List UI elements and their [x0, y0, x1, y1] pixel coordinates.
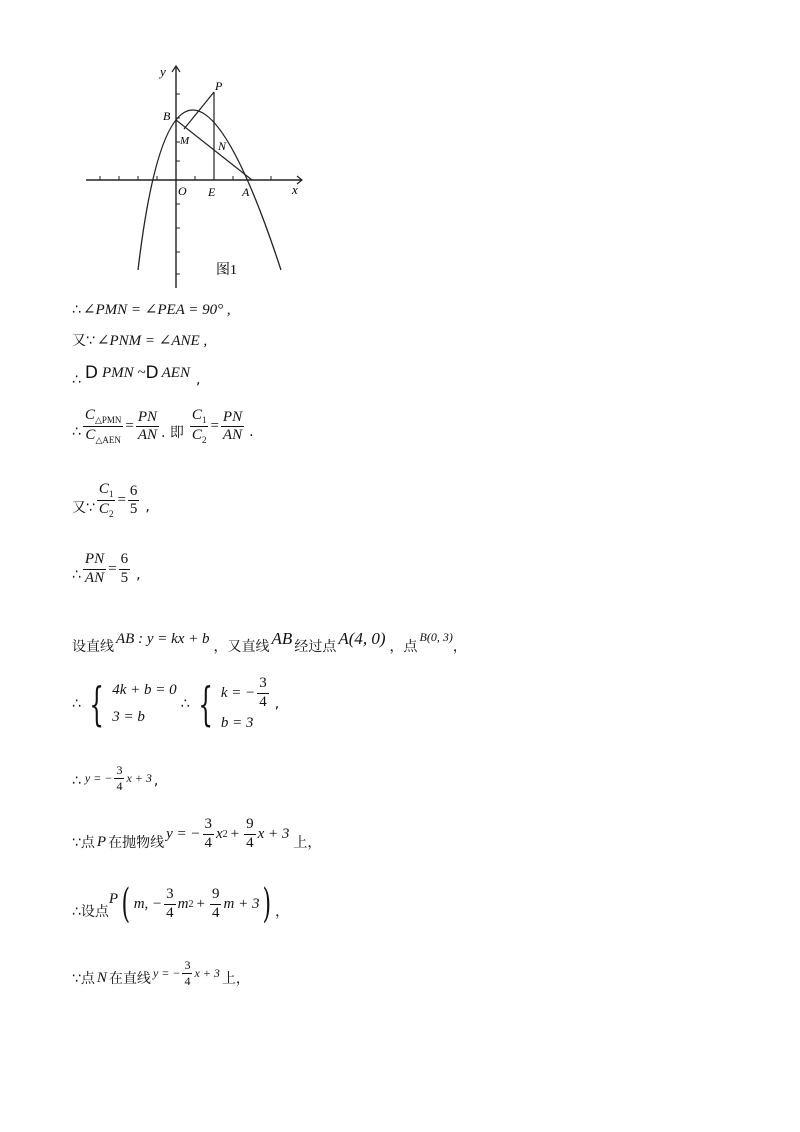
side-ratio-2: $\frac{PN}{AN}$ [222, 408, 243, 444]
label-y: y [160, 64, 166, 79]
side-ratio: $\frac{PN}{AN}$ [137, 408, 158, 444]
line-4: ∴ $\frac{C_{\triangle PMN}}{C_{\triangle AEN}}$ = $\frac{PN}{AN}$ . 即 $\frac{C_1}{C_2}$ = $\frac{PN}{AN}$ . [72, 407, 254, 446]
line-ab-equation: AB : y = kx + b [116, 630, 210, 647]
namely-text: . 即 [161, 424, 184, 441]
line-3 [72, 358, 200, 388]
equation-system: 4k + b = 0 3 = b [112, 681, 177, 725]
because-prefix: 又∵ [72, 333, 95, 349]
label-N: N [218, 139, 227, 153]
point-a: A(4, 0) [338, 629, 386, 648]
therefore-symbol: ∴ [72, 372, 81, 388]
therefore-symbol: ∴ [72, 567, 81, 584]
line-5: 又∵ $\frac{C_1}{C_2}$ = $\frac{6}{5}$ , [72, 481, 150, 520]
point-b: B(0, 3) [419, 629, 453, 644]
therefore-symbol: ∴ [72, 301, 81, 318]
line-9: ∴ y = − $\frac{3}{4}$ x + 3 , [72, 763, 159, 793]
therefore-symbol: ∴ [72, 695, 81, 712]
line-2 [72, 330, 207, 350]
solution-system: k = − $\frac{3}{4}$ b = 3 [220, 675, 267, 731]
line-1 [72, 300, 231, 319]
triangle-symbol: D [145, 363, 159, 383]
label-A: A [242, 185, 250, 199]
because-prefix: 又∵ [72, 499, 95, 516]
c1-c2-ratio: $\frac{C_1}{C_2}$ [98, 481, 114, 520]
label-B: B [163, 109, 171, 123]
angle-equation-2: ∠PNM = ∠ANE , [96, 332, 208, 349]
six-fifths: $\frac{6}{5}$ [129, 482, 138, 518]
parabola-equation: y = − [166, 825, 201, 842]
triangle-symbol: D [84, 363, 99, 383]
set-line-text: 设直线 [72, 639, 114, 655]
c1-c2-ratio: $\frac{C_1}{C_2}$ [191, 407, 207, 446]
label-x: x [292, 182, 298, 197]
figure-graph [80, 60, 310, 292]
comma: , [195, 372, 201, 388]
pn-an-ratio: $\frac{PN}{AN}$ [84, 551, 105, 586]
label-M: M [180, 135, 190, 147]
line-6: ∴ $\frac{PN}{AN}$ = $\frac{6}{5}$ , [72, 551, 141, 586]
therefore-symbol: ∴ [72, 773, 81, 790]
line-11: ∴设点 P ( m, − $\frac{3}{4}$ m 2 + $\frac{9}{4}$ m + 3 ) ， [72, 881, 290, 927]
label-E: E [208, 185, 216, 199]
figure-caption: 图1 [216, 263, 237, 278]
six-fifths: $\frac{6}{5}$ [120, 551, 129, 586]
ab-label: AB [271, 629, 293, 648]
line-7: 设直线 AB : y = kx + b ，又直线 AB 经过点 A(4, 0) ，点 B(0, 3) ， [72, 629, 467, 655]
label-P: P [215, 79, 223, 93]
label-O: O [178, 184, 187, 198]
perimeter-ratio: $\frac{C_{\triangle PMN}}{C_{\triangle AEN}}$ [84, 407, 122, 446]
angle-equation: ∠PMN = ∠PEA = 90° , [82, 302, 231, 318]
left-brace: { [197, 676, 213, 731]
left-brace: { [89, 676, 104, 731]
line-12: ∵点 N 在直线 y = − $\frac{3}{4}$ x + 3 上， [72, 957, 250, 988]
triangle-pmn: PMN ~ [102, 364, 146, 381]
therefore-symbol: ∴ [72, 423, 81, 440]
triangle-aen: AEN [161, 364, 190, 381]
line-10: ∵点 P 在抛物线 y = − $\frac{3}{4}$ x 2 + $\frac{9}{4}$ x + 3 上， [72, 815, 322, 851]
line-8: ∴ { 4k + b = 0 3 = b ∴ { k = − $\frac{3}{4}$ b = 3 , [72, 675, 280, 731]
